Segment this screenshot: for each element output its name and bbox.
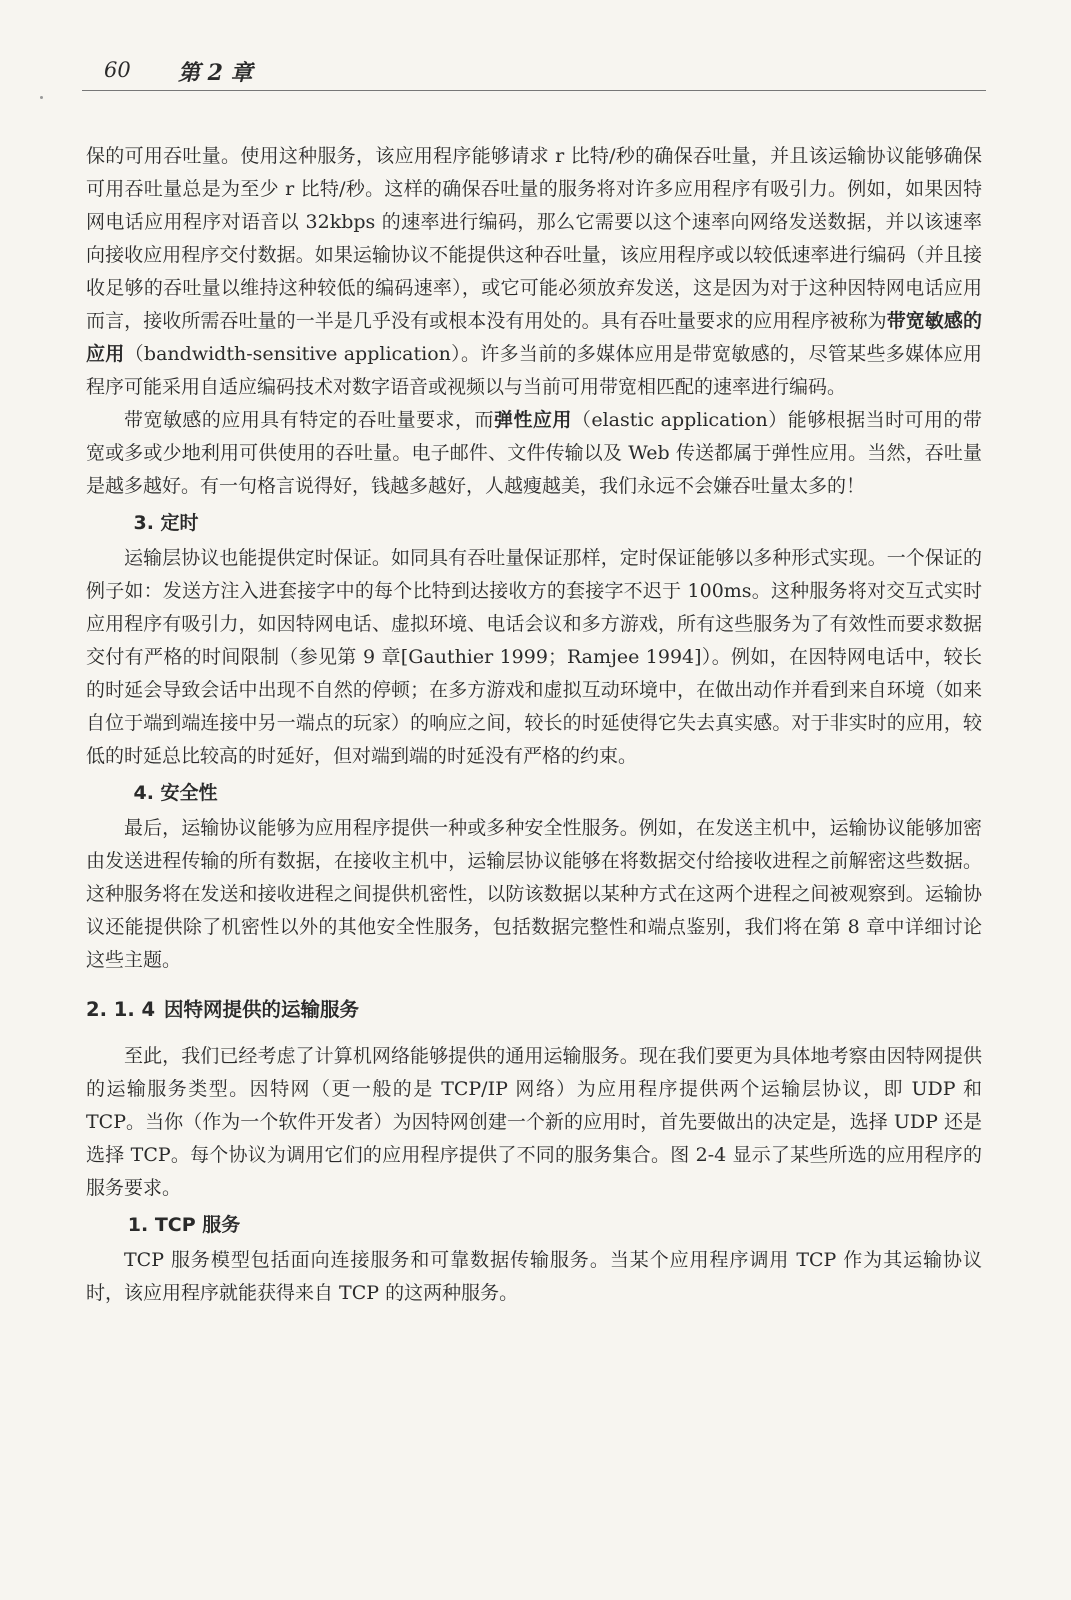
paragraph-text: （elastic application）能够根据当时可用的带宽或多或少地利用可供使用的吞吐量。电子邮件、文件传输以及 Web 传送都属于弹性应用。当然，吞吐量是越多越好。有一句格言说得好，钱越多越好，人越瘦越美，我们永远不会嫌吞吐量太多的！: [86, 409, 982, 497]
paragraph-security: 最后，运输协议能够为应用程序提供一种或多种安全性服务。例如，在发送主机中，运输协议能够加密由发送进程传输的所有数据，在接收主机中，运输层协议能够在将数据交付给接收进程之前解密这些数据。这种服务将在发送和接收进程之间提供机密性，以防该数据以某种方式在这两个进程之间被观察到。运输协议还能提供除了机密性以外的其他安全性服务，包括数据完整性和端点鉴别，我们将在第 8 章中详细讨论这些主题。: [86, 817, 982, 971]
paragraph-text: （bandwidth-sensitive application）。许多当前的多媒体应用是带宽敏感的，尽管某些多媒体应用程序可能采用自适应编码技术对数字语音或视频以与当前可用带宽相匹配的速率进行编码。: [86, 343, 982, 398]
paragraph-elastic: [86, 404, 982, 503]
page-body: [86, 140, 982, 1310]
paragraph-throughput: [86, 140, 982, 404]
paragraph-internet-services: 至此，我们已经考虑了计算机网络能够提供的通用运输服务。现在我们要更为具体地考察由因特网提供的运输服务类型。因特网（更一般的是 TCP/IP 网络）为应用程序提供两个运输层协议，即 UDP 和 TCP。当你（作为一个软件开发者）为因特网创建一个新的应用时，首先要做出的决定是，选择 UDP 还是选择 TCP。每个协议为调用它们的应用程序提供了不同的服务集合。图 2-4 显示了某些所选的应用程序的服务要求。: [86, 1045, 982, 1199]
chapter-label: 第 2 章: [178, 60, 253, 86]
heading-tcp-services: 1. TCP 服务: [127, 1214, 241, 1236]
term-elastic-application: 弹性应用: [493, 409, 572, 431]
running-header: [82, 58, 986, 91]
section-title: 因特网提供的运输服务: [164, 998, 360, 1021]
paragraph-text: 保的可用吞吐量。使用这种服务，该应用程序能够请求 r 比特/秒的确保吞吐量，并且该运输协议能够确保可用吞吐量总是为至少 r 比特/秒。这样的确保吞吐量的服务将对许多应用程序有吸引力。例如，如果因特网电话应用程序对语音以 32kbps 的速率进行编码，那么它需要以这个速率向网络发送数据，并以该速率向接收应用程序交付数据。如果运输协议不能提供这种吞吐量，该应用程序或以较低速率进行编码（并且接收足够的吞吐量以维持这种较低的编码速率），或它可能必须放弃发送，这是因为对于这种因特网电话应用而言，接收所需吞吐量的一半是几乎没有或根本没有用处的。具有吞吐量要求的应用程序被称为: [86, 145, 982, 332]
page-number: 60: [104, 58, 131, 82]
paragraph-text: 带宽敏感的应用具有特定的吞吐量要求，而: [124, 409, 494, 431]
heading-timing: 3. 定时: [133, 512, 199, 534]
section-heading: [86, 993, 982, 1026]
term-bandwidth-sensitive: 带宽敏感的应用: [86, 310, 982, 365]
paragraph-timing: 运输层协议也能提供定时保证。如同具有吞吐量保证那样，定时保证能够以多种形式实现。一个保证的例子如：发送方注入进套接字中的每个比特到达接收方的套接字不迟于 100ms。这种服务将对交互式实时应用程序有吸引力，如因特网电话、虚拟环境、电话会议和多方游戏，所有这些服务为了有效性而要求数据交付有严格的时间限制（参见第 9 章[Gauthier 1999；Ramjee 1994]）。例如，在因特网电话中，较长的时延会导致会话中出现不自然的停顿；在多方游戏和虚拟互动环境中，在做出动作并看到来自环境（如来自位于端到端连接中另一端点的玩家）的响应之间，较长的时延使得它失去真实感。对于非实时的应用，较低的时延总比较高的时延好，但对端到端的时延没有严格的约束。: [86, 547, 982, 767]
heading-security: 4. 安全性: [133, 782, 218, 804]
section-number: 2. 1. 4: [86, 998, 156, 1021]
scan-speck: [40, 96, 43, 99]
paragraph-tcp: TCP 服务模型包括面向连接服务和可靠数据传输服务。当某个应用程序调用 TCP 作为其运输协议时，该应用程序就能获得来自 TCP 的这两种服务。: [86, 1249, 982, 1304]
